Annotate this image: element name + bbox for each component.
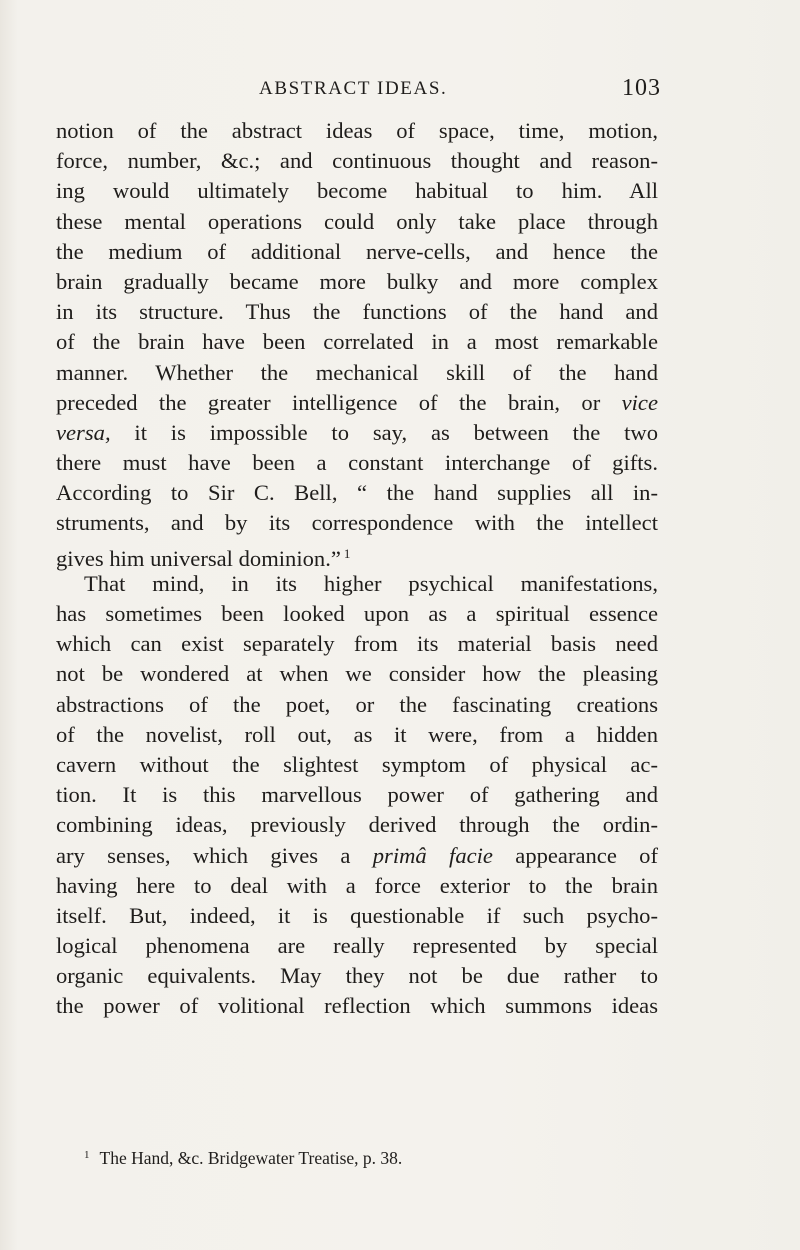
text-line: itself. But, indeed, it is questionable if such psycho- bbox=[56, 902, 658, 928]
text-line: not be wondered at when we consider how the pleasing bbox=[56, 661, 658, 687]
running-head: ABSTRACT IDEAS. bbox=[259, 78, 448, 99]
text-line: these mental operations could only take place through bbox=[56, 208, 658, 234]
page-header bbox=[0, 75, 800, 108]
text-line: logical phenomena are really represented by special bbox=[56, 933, 658, 959]
text-segment: appearance of bbox=[492, 842, 659, 868]
text-line: According to Sir C. Bell, “ the hand supplies all in- bbox=[56, 480, 658, 506]
text-segment: gives him universal dominion.” bbox=[56, 545, 341, 571]
italic-term: vice bbox=[621, 389, 658, 415]
text-line bbox=[56, 841, 658, 871]
text-line: in its structure. Thus the functions of the hand and bbox=[56, 299, 658, 325]
text-line: of the brain have been correlated in a most remarkable bbox=[56, 329, 658, 355]
text-line: cavern without the slightest symptom of physical ac- bbox=[56, 751, 658, 777]
text-line: ing would ultimately become habitual to him. All bbox=[56, 178, 658, 204]
text-line: manner. Whether the mechanical skill of the hand bbox=[56, 359, 658, 385]
text-line: having here to deal with a force exterior to the brain bbox=[56, 872, 658, 898]
text-line: organic equivalents. May they not be due rather to bbox=[56, 963, 658, 989]
text-line: notion of the abstract ideas of space, time, motion, bbox=[56, 118, 658, 143]
text-segment: preceded the greater intelligence of the brain, or bbox=[56, 389, 622, 415]
text-line: struments, and by its correspondence with the intellect bbox=[56, 510, 658, 536]
text-line: the medium of additional nerve-cells, and hence the bbox=[56, 238, 658, 264]
text-segment: it is impossible to say, as between the two bbox=[134, 419, 658, 445]
text-line: there must have been a constant interchange of gifts. bbox=[56, 450, 658, 476]
footnote bbox=[84, 1148, 402, 1169]
page-number: 103 bbox=[622, 75, 661, 101]
text-line bbox=[56, 539, 658, 569]
text-line: abstractions of the poet, or the fascinating creations bbox=[56, 691, 658, 717]
italic-term: versa, bbox=[56, 419, 111, 445]
body-text bbox=[56, 116, 658, 1022]
text-line: tion. It is this marvellous power of gathering and bbox=[56, 782, 658, 808]
italic-term: primâ facie bbox=[372, 842, 493, 868]
footnote-text: The Hand, &c. Bridgewater Treatise, p. 38. bbox=[99, 1148, 403, 1168]
text-line bbox=[56, 388, 658, 418]
text-line: That mind, in its higher psychical manifestations, bbox=[84, 570, 658, 596]
text-line: force, number, &c.; and continuous thought and reason- bbox=[56, 148, 658, 174]
text-line bbox=[56, 418, 658, 448]
text-line: has sometimes been looked upon as a spiritual essence bbox=[56, 601, 658, 626]
text-line: the power of volitional reflection which summons ideas bbox=[56, 993, 658, 1019]
text-line: combining ideas, previously derived through the ordin- bbox=[56, 812, 658, 838]
text-line: of the novelist, roll out, as it were, from a hidden bbox=[56, 721, 658, 747]
text-line: which can exist separately from its material basis need bbox=[56, 631, 658, 657]
text-segment: ary senses, which gives a bbox=[56, 842, 373, 868]
footnote-reference: 1 bbox=[343, 545, 351, 561]
text-line: brain gradually became more bulky and more complex bbox=[56, 268, 658, 294]
footnote-marker: 1 bbox=[84, 1149, 90, 1161]
